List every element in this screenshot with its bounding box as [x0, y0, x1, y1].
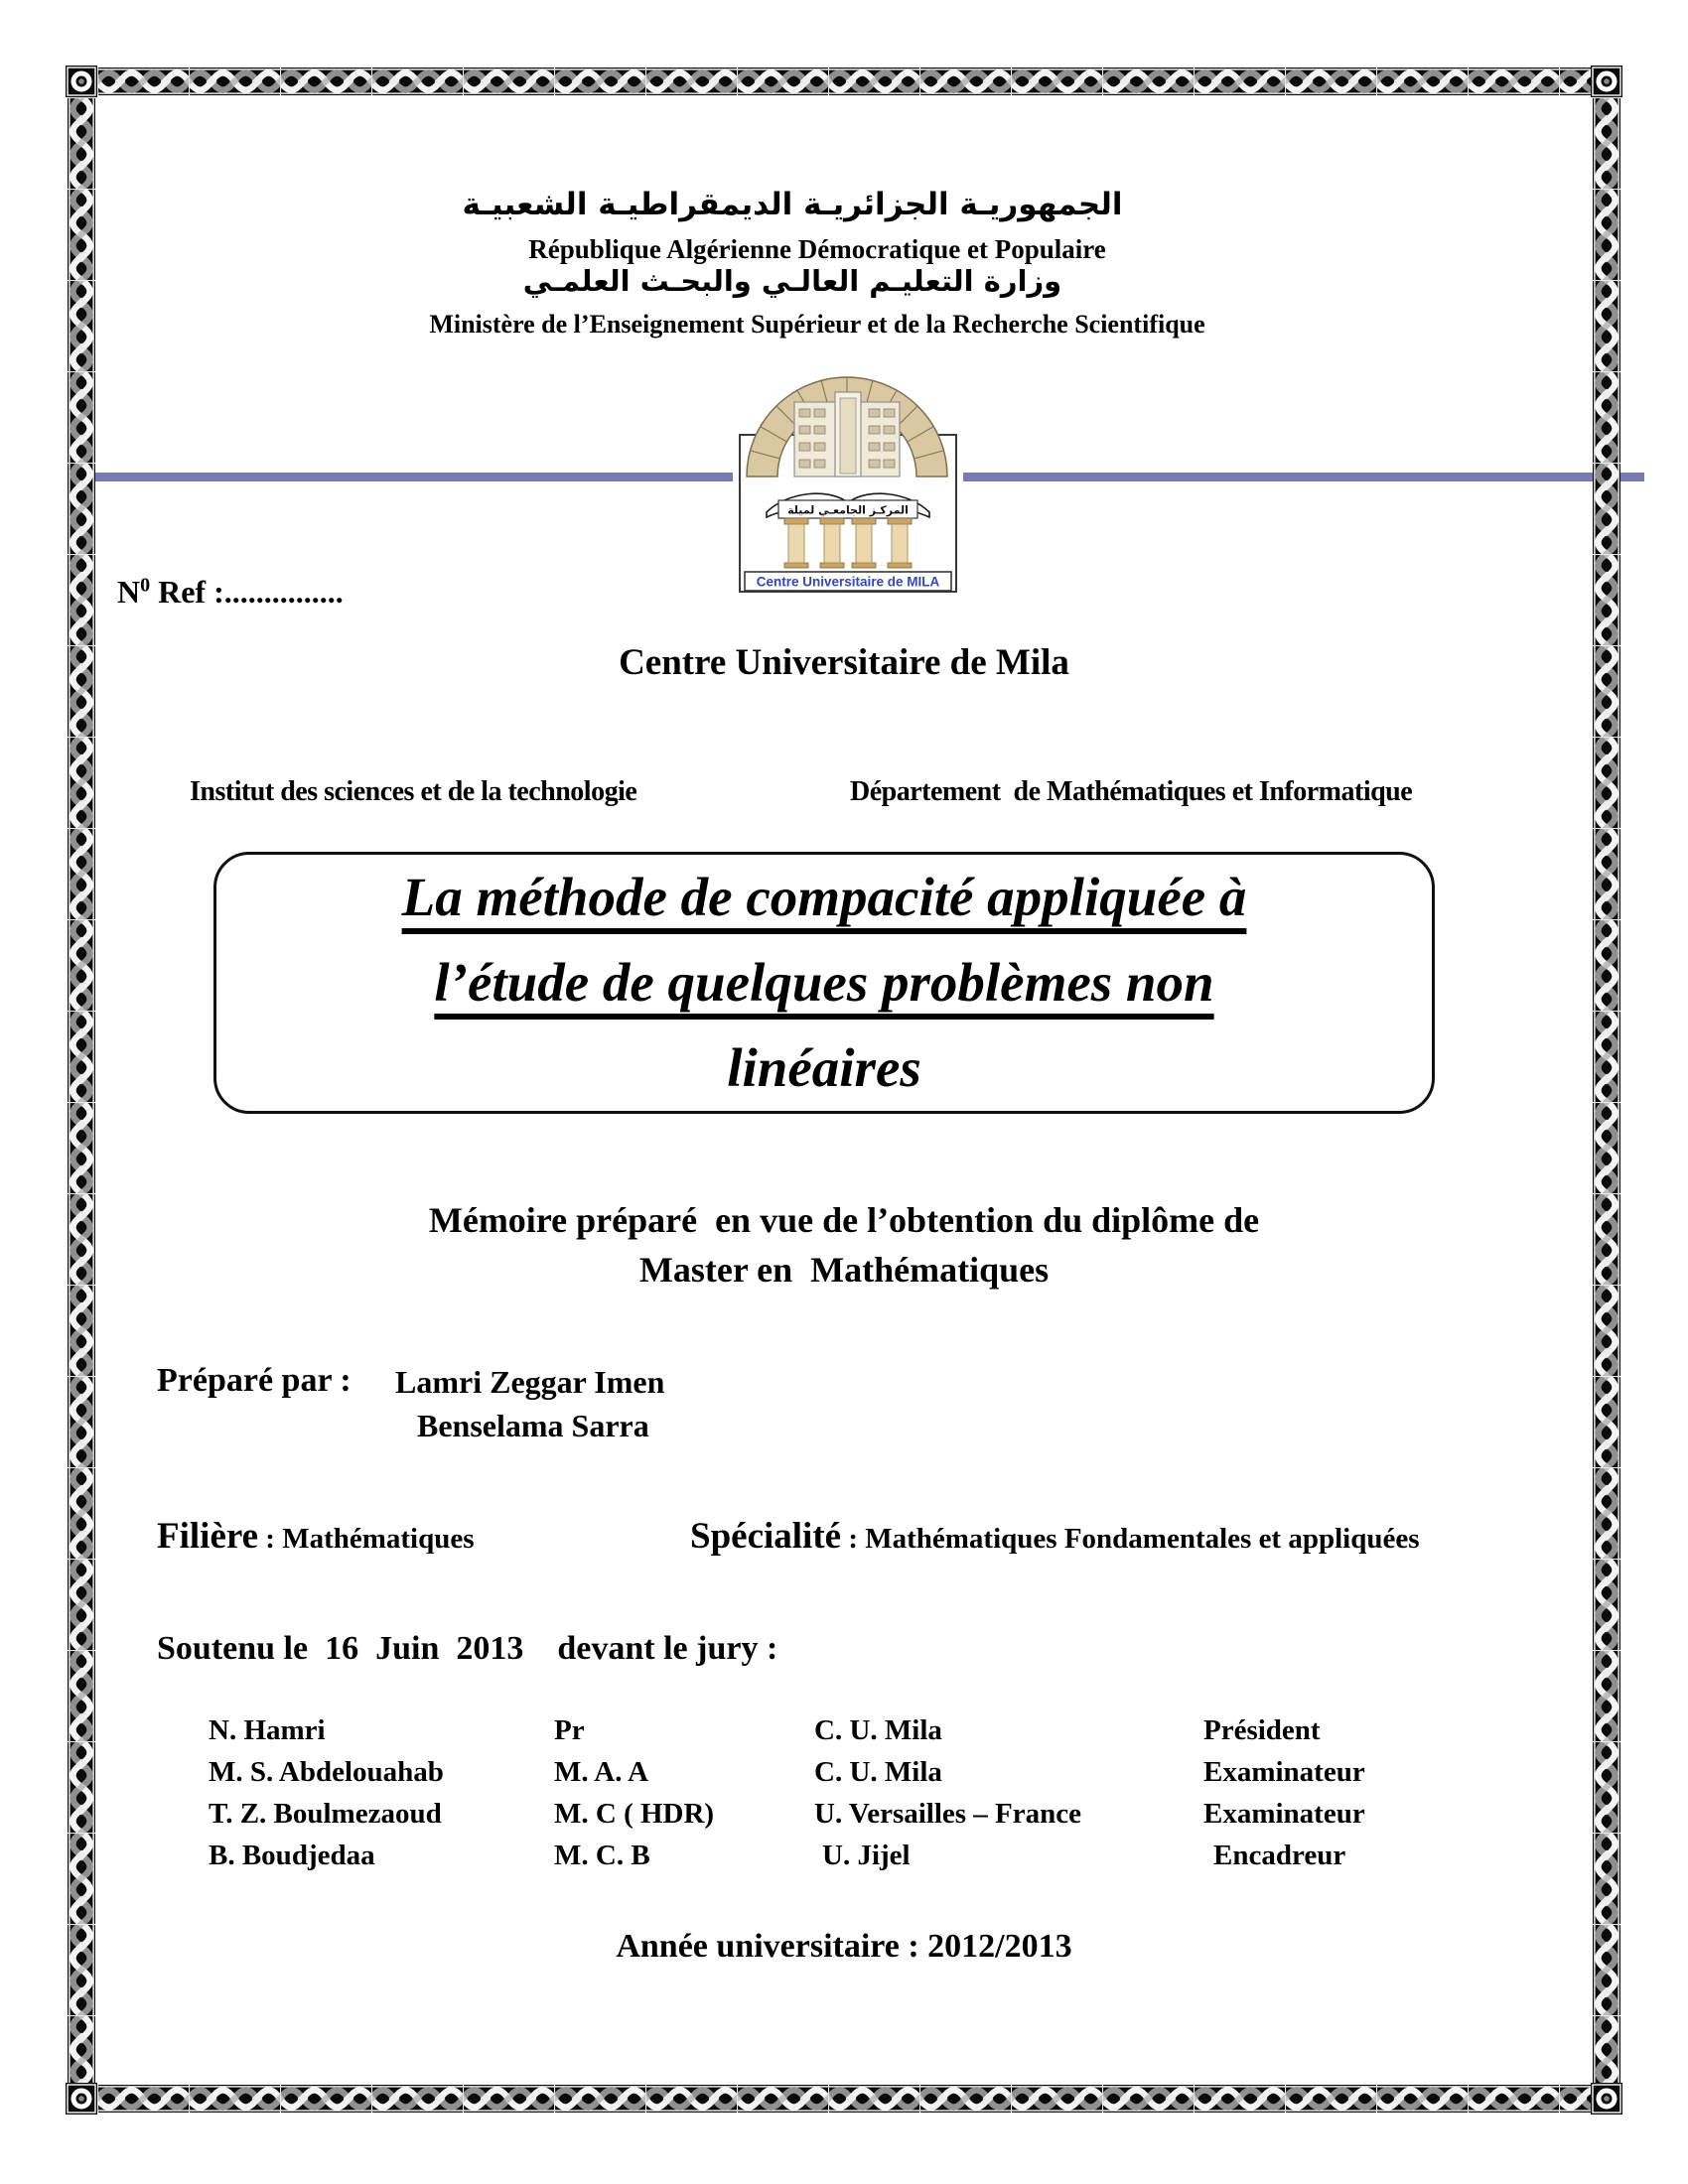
ref-superscript: 0	[140, 574, 151, 597]
ref-n: N	[117, 574, 141, 610]
header-french-republic: République Algérienne Démocratique et Populaire	[528, 234, 1106, 264]
jury-grade: Pr	[554, 1714, 585, 1746]
corner-ornament-top-right	[1591, 66, 1622, 97]
jury-row-1	[209, 1709, 1499, 1751]
jury-role: Président	[1203, 1714, 1321, 1746]
jury-name: M. S. Abdelouahab	[209, 1756, 444, 1788]
jury-institution: C. U. Mila	[814, 1756, 942, 1788]
logo-building-icon	[794, 392, 900, 477]
filiere-row	[157, 1515, 475, 1558]
decorative-border-right	[1593, 97, 1620, 2083]
jury-row-2	[209, 1751, 1499, 1793]
header-french-ministry: Ministère de l’Enseignement Supérieur et de la Recherche Scientifique	[429, 310, 1205, 339]
academic-year: Année universitaire : 2012/2013	[616, 1928, 1072, 1965]
jury-role: Encadreur	[1213, 1840, 1346, 1871]
header-arabic-ministry: وزارة التعليـم العالـي والبحـث العلمـي	[522, 264, 1062, 298]
defense-date-line: Soutenu le 16 Juin 2013 devant le jury :	[157, 1630, 778, 1667]
institute-name: Institut des sciences et de la technologie	[190, 776, 637, 807]
thesis-title-line-2: l’étude de quelques problèmes non	[434, 952, 1214, 1013]
jury-name: N. Hamri	[209, 1714, 326, 1746]
jury-row-3	[209, 1793, 1499, 1835]
jury-institution: C. U. Mila	[814, 1714, 942, 1746]
author-1: Lamri Zeggar Imen	[395, 1364, 665, 1400]
reference-number	[117, 574, 344, 611]
logo-caption-text: Centre Universitaire de MILA	[756, 574, 940, 590]
thesis-title-box	[213, 852, 1435, 1114]
jury-grade: M. C ( HDR)	[554, 1798, 715, 1830]
decorative-border-bottom	[97, 2085, 1591, 2113]
header-arabic-republic: الجمهوريـة الجزائريـة الديمقراطيـة الشعبيـة	[462, 187, 1123, 222]
jury-role: Examinateur	[1203, 1798, 1365, 1830]
department-name: Département de Mathématiques et Informatique	[850, 776, 1413, 807]
university-logo	[733, 347, 963, 598]
thesis-title-line-3: linéaires	[727, 1037, 921, 1098]
filiere-value: : Mathématiques	[258, 1523, 475, 1555]
decorative-border-left	[68, 97, 95, 2083]
corner-ornament-bottom-right	[1591, 2083, 1622, 2115]
jury-institution: U. Versailles – France	[814, 1798, 1082, 1830]
decorative-border-top	[97, 68, 1591, 95]
jury-grade: M. C. B	[554, 1840, 650, 1871]
specialite-row	[690, 1515, 1420, 1558]
jury-institution: U. Jijel	[822, 1840, 911, 1871]
ref-dots: Ref :...............	[150, 574, 344, 610]
thesis-title-line-1: La méthode de compacité appliquée à	[401, 867, 1247, 927]
prepared-by-label: Préparé par :	[157, 1362, 352, 1399]
jury-grade: M. A. A	[554, 1756, 649, 1788]
jury-role: Examinateur	[1203, 1756, 1365, 1788]
corner-ornament-bottom-left	[66, 2083, 97, 2115]
filiere-label: Filière	[157, 1516, 259, 1557]
jury-name: T. Z. Boulmezaoud	[209, 1798, 442, 1830]
corner-ornament-top-left	[66, 66, 97, 97]
memoire-statement-line-2: Master en Mathématiques	[638, 1250, 1050, 1290]
author-2: Benselama Sarra	[417, 1408, 649, 1443]
logo-banner-text: المركـز الجامعـي لميلة	[787, 503, 909, 517]
jury-table	[209, 1709, 1499, 1876]
specialite-label: Spécialité	[690, 1516, 842, 1557]
memoire-statement-line-1: Mémoire préparé en vue de l’obtention du diplôme de	[428, 1200, 1260, 1240]
university-name: Centre Universitaire de Mila	[619, 642, 1069, 683]
jury-row-4	[209, 1835, 1499, 1876]
jury-name: B. Boudjedaa	[209, 1840, 375, 1871]
specialite-value: : Mathématiques Fondamentales et appliquées	[841, 1523, 1420, 1555]
